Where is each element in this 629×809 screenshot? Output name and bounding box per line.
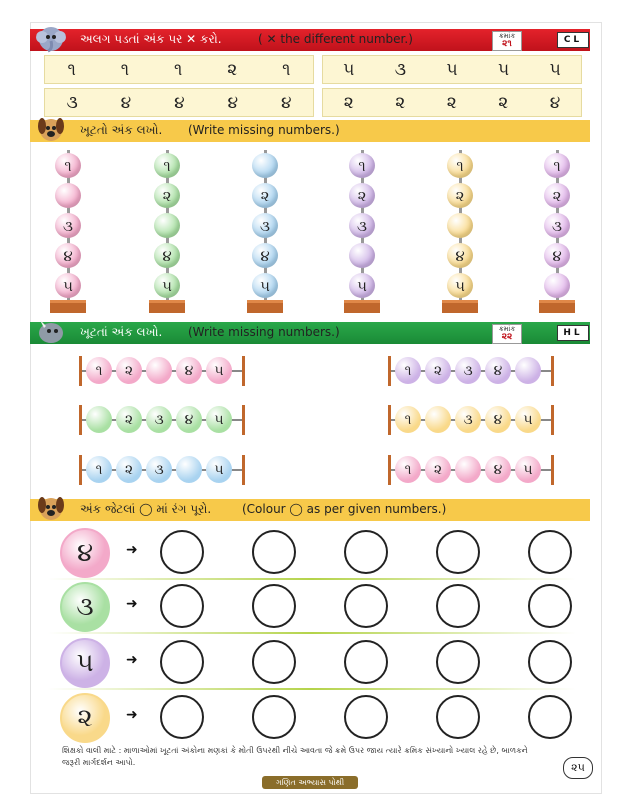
colour-circle[interactable] xyxy=(528,584,572,628)
abacus-base xyxy=(247,300,283,313)
strip-bead-blank[interactable] xyxy=(176,456,202,483)
abacus-bead: ૪ xyxy=(447,243,473,268)
section1-header xyxy=(30,29,590,51)
number-cell[interactable]: ૪ xyxy=(174,92,185,113)
abacus-base xyxy=(149,300,185,313)
strip-bead: ૧ xyxy=(86,456,112,483)
row-number-circle: ૩ xyxy=(60,582,110,632)
cl-badge: CL xyxy=(557,32,589,48)
abacus-bead: ૫ xyxy=(447,273,473,298)
strip-bead: ૨ xyxy=(116,456,142,483)
abacus-bead: ૨ xyxy=(252,183,278,208)
page-number: ૨૫ xyxy=(563,757,593,779)
strip-bead: ૨ xyxy=(116,406,142,433)
number-cell[interactable]: ૨ xyxy=(343,92,354,113)
abacus-bead: ૨ xyxy=(154,183,180,208)
number-cell[interactable]: ૪ xyxy=(227,92,239,113)
section4-title: અંક જેટલાં ◯ માં રંગ પૂરો. xyxy=(80,502,212,516)
section4-header xyxy=(30,499,590,521)
section2-title: ખૂટતો અંક લખો. xyxy=(80,123,163,137)
strip-bead-blank[interactable] xyxy=(146,357,172,384)
abacus-bead: ૪ xyxy=(544,243,570,268)
number-cell[interactable]: ૨ xyxy=(498,92,509,113)
number-cell[interactable]: ૫ xyxy=(549,59,561,80)
abacus-bead: ૩ xyxy=(55,213,81,238)
section1-title-en: ( ✕ the different number.) xyxy=(258,32,413,46)
strip-bead: ૧ xyxy=(395,406,421,433)
worksheet-tag-22: ક્રમાંક ૨૨ xyxy=(492,324,522,344)
colour-circle[interactable] xyxy=(344,530,388,574)
abacus-bead: ૧ xyxy=(447,153,473,178)
row-number-circle: ૨ xyxy=(60,693,110,743)
strip-bead: ૩ xyxy=(146,406,172,433)
strip-bead: ૩ xyxy=(455,406,481,433)
strip-bead: ૧ xyxy=(86,357,112,384)
number-cell[interactable]: ૩ xyxy=(66,92,78,113)
strip-bead: ૩ xyxy=(455,357,481,384)
number-row-right xyxy=(322,55,582,84)
colour-circle[interactable] xyxy=(436,640,480,684)
number-cell[interactable]: ૨ xyxy=(227,59,238,80)
strip-bead: ૪ xyxy=(485,357,511,384)
strip-bead: ૫ xyxy=(515,406,541,433)
number-cell[interactable]: ૪ xyxy=(280,92,292,113)
abacus-bead: ૪ xyxy=(154,243,180,268)
colour-circle[interactable] xyxy=(436,530,480,574)
strip-bead: ૨ xyxy=(425,357,451,384)
number-cell[interactable]: ૪ xyxy=(120,92,132,113)
abacus-bead: ૨ xyxy=(447,183,473,208)
abacus-bead: ૧ xyxy=(154,153,180,178)
section2-header xyxy=(30,120,590,142)
colour-circle[interactable] xyxy=(160,695,204,739)
colour-circle[interactable] xyxy=(344,695,388,739)
colour-circle[interactable] xyxy=(436,695,480,739)
strip-bead: ૨ xyxy=(116,357,142,384)
section1-title: અલગ પડતાં અંક પર ✕ કરો. xyxy=(80,32,222,46)
strip-bead-blank[interactable] xyxy=(425,406,451,433)
colour-circle[interactable] xyxy=(436,584,480,628)
abacus-bead-blank[interactable] xyxy=(349,243,375,268)
bead-strip xyxy=(388,356,554,386)
abacus-base xyxy=(442,300,478,313)
colour-circle[interactable] xyxy=(252,530,296,574)
abacus-bead: ૪ xyxy=(252,243,278,268)
strip-bead: ૪ xyxy=(176,357,202,384)
strip-bead: ૪ xyxy=(485,456,511,483)
hl-badge: HL xyxy=(557,325,589,341)
abacus-bead: ૫ xyxy=(252,273,278,298)
colour-circle[interactable] xyxy=(344,584,388,628)
number-cell[interactable]: ૪ xyxy=(549,92,561,113)
number-cell[interactable]: ૫ xyxy=(446,59,458,80)
abacus-bead: ૧ xyxy=(349,153,375,178)
abacus-bead: ૨ xyxy=(349,183,375,208)
bead-strip xyxy=(79,455,245,485)
colour-circle[interactable] xyxy=(528,530,572,574)
number-cell[interactable]: ૫ xyxy=(498,59,510,80)
strip-bead: ૫ xyxy=(206,357,232,384)
abacus-bead: ૪ xyxy=(55,243,81,268)
strip-bead-blank[interactable] xyxy=(86,406,112,433)
abacus-bead: ૫ xyxy=(349,273,375,298)
abacus-bead: ૧ xyxy=(55,153,81,178)
strip-bead: ૫ xyxy=(515,456,541,483)
strip-bead-blank[interactable] xyxy=(515,357,541,384)
strip-bead: ૪ xyxy=(485,406,511,433)
arrow-icon: ➜ xyxy=(126,652,138,668)
colour-circle[interactable] xyxy=(252,640,296,684)
section3-title: ખૂટતાં અંક લખો. xyxy=(80,325,163,339)
abacus-bead: ૩ xyxy=(544,213,570,238)
colour-circle[interactable] xyxy=(252,584,296,628)
number-cell[interactable]: ૧ xyxy=(173,59,183,80)
strip-bead: ૪ xyxy=(176,406,202,433)
abacus-bead: ૫ xyxy=(154,273,180,298)
number-cell[interactable]: ૫ xyxy=(343,59,355,80)
strip-bead-blank[interactable] xyxy=(455,456,481,483)
number-cell[interactable]: ૨ xyxy=(446,92,457,113)
colour-circle[interactable] xyxy=(252,695,296,739)
teacher-note: શિક્ષકો વાલી માટે : માળાઓમાં ખૂટતાં અંકોના મણકાં કે મોતી ઉપરથી નીચે આવતા જે ક્રમે ઉપર જાય ત્યારે ક્રમિક સંખ્યાનો ખ્યાલ રહે છે, બાળકને જરૂરી માર્ગદર્શન આપો. xyxy=(62,746,528,767)
strip-bead: ૫ xyxy=(206,456,232,483)
worksheet-tag-21: ક્રમાંક ૨૧ xyxy=(492,31,522,51)
bead-strip xyxy=(388,455,554,485)
abacus-bead: ૧ xyxy=(544,153,570,178)
arrow-icon: ➜ xyxy=(126,707,138,723)
section3-title-en: (Write missing numbers.) xyxy=(188,325,340,339)
abacus-bead: ૩ xyxy=(349,213,375,238)
colour-circle[interactable] xyxy=(160,530,204,574)
arrow-icon: ➜ xyxy=(126,542,138,558)
rhino-mascot-icon xyxy=(36,316,66,346)
bead-strip xyxy=(79,405,245,435)
number-cell[interactable]: ૨ xyxy=(395,92,406,113)
bead-strip xyxy=(388,405,554,435)
arrow-icon: ➜ xyxy=(126,596,138,612)
section2-title-en: (Write missing numbers.) xyxy=(188,123,340,137)
abacus-bead-blank[interactable] xyxy=(55,183,81,208)
number-cell[interactable]: ૧ xyxy=(120,59,130,80)
abacus-bead: ૩ xyxy=(252,213,278,238)
section4-title-en: (Colour ◯ as per given numbers.) xyxy=(242,502,447,516)
strip-bead: ૫ xyxy=(206,406,232,433)
section3-header xyxy=(30,322,590,344)
abacus-bead-blank[interactable] xyxy=(154,213,180,238)
strip-bead: ૧ xyxy=(395,456,421,483)
number-row-right xyxy=(322,88,582,117)
row-separator xyxy=(48,688,576,690)
abacus-bead: ૨ xyxy=(544,183,570,208)
abacus-base xyxy=(539,300,575,313)
abacus-bead-blank[interactable] xyxy=(544,273,570,298)
colour-circle[interactable] xyxy=(344,640,388,684)
colour-circle[interactable] xyxy=(160,584,204,628)
abacus-bead-blank[interactable] xyxy=(447,213,473,238)
bead-strip xyxy=(79,356,245,386)
colour-circle[interactable] xyxy=(528,640,572,684)
row-number-circle: ૪ xyxy=(60,528,110,578)
number-cell[interactable]: ૩ xyxy=(394,59,407,80)
strip-bead: ૧ xyxy=(395,357,421,384)
number-row-left xyxy=(44,55,314,84)
abacus-base xyxy=(50,300,86,313)
strip-bead: ૩ xyxy=(146,456,172,483)
strip-bead: ૨ xyxy=(425,456,451,483)
dog-mascot-icon xyxy=(36,493,66,523)
number-cell[interactable]: ૧ xyxy=(282,59,291,80)
colour-circle[interactable] xyxy=(528,695,572,739)
row-number-circle: ૫ xyxy=(60,638,110,688)
number-row-left xyxy=(44,88,314,117)
abacus-bead-blank[interactable] xyxy=(252,153,278,178)
abacus-bead: ૫ xyxy=(55,273,81,298)
elephant-mascot-icon xyxy=(36,23,66,53)
book-title-tab: ગણિત અભ્યાસ પોથી xyxy=(262,776,358,789)
abacus-base xyxy=(344,300,380,313)
colour-circle[interactable] xyxy=(160,640,204,684)
dog-mascot-icon xyxy=(36,114,66,144)
number-cell[interactable]: ૧ xyxy=(67,59,76,80)
row-separator xyxy=(48,632,576,634)
row-separator xyxy=(48,578,576,580)
